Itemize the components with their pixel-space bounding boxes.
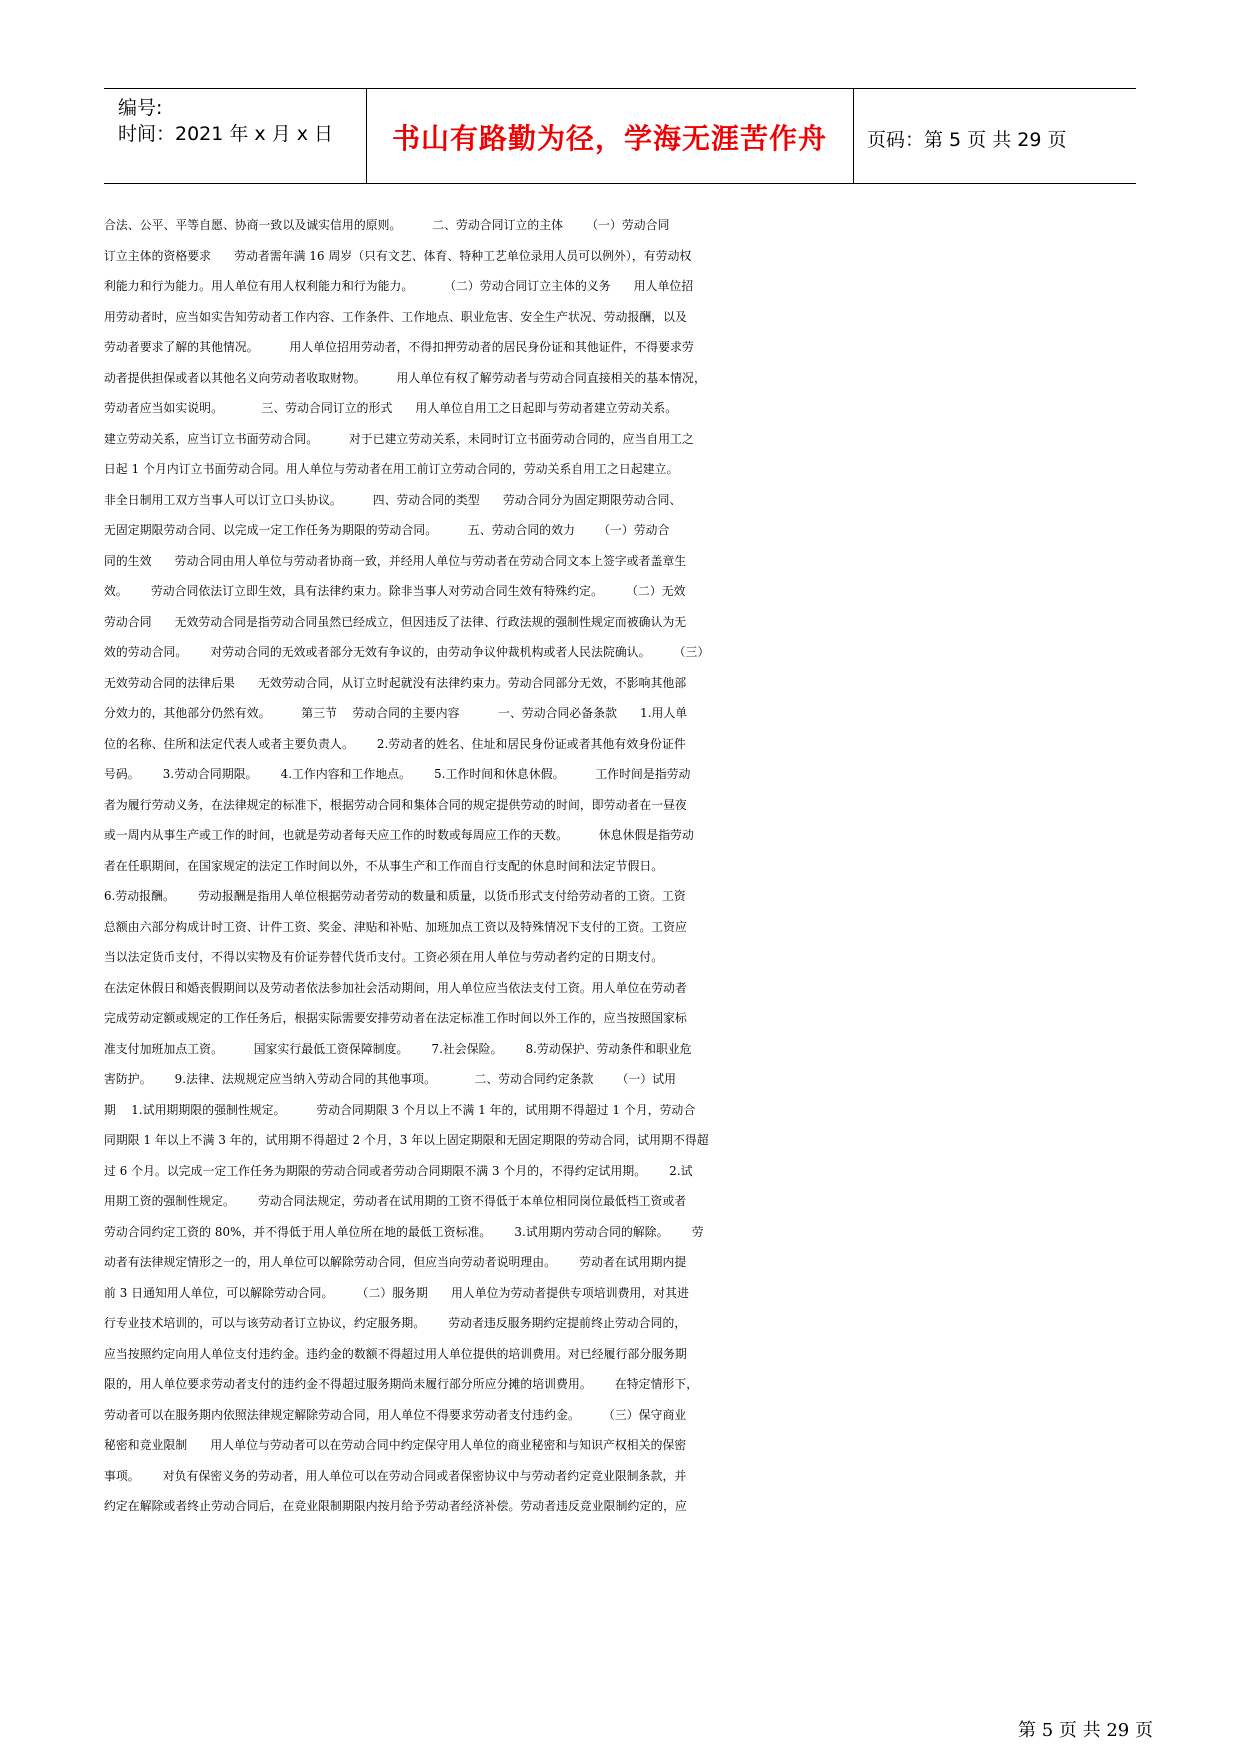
body-text-line: 应当按照约定向用人单位支付违约金。违约金的数额不得超过用人单位提供的培训费用。对已经履行部分服务期 — [104, 1346, 687, 1361]
body-text-line: 害防护。 9.法律、法规规定应当纳入劳动合同的其他事项。 二、劳动合同约定条款 （一）试用 — [104, 1072, 677, 1086]
body-text-line: 限的，用人单位要求劳动者支付的违约金不得超过服务期尚未履行部分所应分摊的培训费用。 在特定情形下， — [104, 1377, 699, 1391]
body-text-line: 订立主体的资格要求 劳动者需年满 16 周岁（只有文艺、体育、特种工艺单位录用人员可以例外），有劳动权 — [104, 248, 692, 263]
body-text-line: 者在任职期间，在国家规定的法定工作时间以外，不从事生产和工作而自行支配的休息时间和法定节假日。 — [104, 858, 664, 873]
body-text-line: 劳动者要求了解的其他情况。 用人单位招用劳动者，不得扣押劳动者的居民身份证和其他证件，不得要求劳 — [104, 340, 694, 354]
body-text-line: 总额由六部分构成计时工资、计件工资、奖金、津贴和补贴、加班加点工资以及特殊情况下支付的工资。工资应 — [104, 919, 687, 934]
body-text-line: 劳动者可以在服务期内依照法律规定解除劳动合同，用人单位不得要求劳动者支付违约金。 （三）保守商业 — [104, 1407, 687, 1422]
header-motto: 书山有路勤为径，学海无涯苦作舟 — [391, 122, 827, 155]
body-text-line: 效的劳动合同。 对劳动合同的无效或者部分无效有争议的，由劳动争议仲裁机构或者人民法院确认。 （三） — [104, 645, 710, 659]
body-text-line: 无固定期限劳动合同、以完成一定工作任务为期限的劳动合同。 五、劳动合同的效力 （一）劳动合 — [104, 523, 670, 537]
body-text-line: 劳动者应当如实说明。 三、劳动合同订立的形式 用人单位自用工之日起即与劳动者建立劳动关系。 — [104, 401, 678, 415]
document-number-label: 编号: — [118, 97, 163, 119]
body-text-line: 分效力的，其他部分仍然有效。 第三节 劳动合同的主要内容 一、劳动合同必备条款 1.用人单 — [104, 706, 688, 720]
body-text-line: 在法定休假日和婚丧假期间以及劳动者依法参加社会活动期间，用人单位应当依法支付工资。用人单位在劳动者 — [104, 980, 687, 995]
body-text-line: 效。 劳动合同依法订立即生效，具有法律约束力。除非当事人对劳动合同生效有特殊约定。 （二）无效 — [104, 584, 686, 598]
body-text-line: 准支付加班加点工资。 国家实行最低工资保障制度。 7.社会保险。 8.劳动保护、劳动条件和职业危 — [104, 1041, 692, 1056]
body-text-line: 号码。 3.劳动合同期限。 4.工作内容和工作地点。 5.工作时间和休息休假。 工作时间是指劳动 — [104, 767, 691, 781]
body-text-line: 当以法定货币支付，不得以实物及有价证券替代货币支付。工资必须在用人单位与劳动者约定的日期支付。 — [104, 950, 664, 964]
body-text-line: 前 3 日通知用人单位，可以解除劳动合同。 （二）服务期 用人单位为劳动者提供专项培训费用，对其进 — [104, 1285, 689, 1300]
body-text-line: 利能力和行为能力。用人单位有用人权利能力和行为能力。 （二）劳动合同订立主体的义务 用人单位招 — [104, 279, 694, 293]
body-text-line: 用期工资的强制性规定。 劳动合同法规定，劳动者在试用期的工资不得低于本单位相同岗位最低档工资或者 — [104, 1194, 687, 1208]
body-text-line: 事项。 对负有保密义务的劳动者，用人单位可以在劳动合同或者保密协议中与劳动者约定竞业限制条款，并 — [104, 1468, 687, 1483]
body-text-line: 行专业技术培训的，可以与该劳动者订立协议，约定服务期。 劳动者违反服务期约定提前终止劳动合同的， — [104, 1316, 687, 1330]
body-text-line: 位的名称、住所和法定代表人或者主要负责人。 2.劳动者的姓名、住址和居民身份证或者其他有效身份证件 — [104, 736, 686, 751]
body-text-line: 非全日制用工双方当事人可以订立口头协议。 四、劳动合同的类型 劳动合同分为固定期限劳动合同、 — [104, 492, 682, 507]
document-header — [104, 88, 1136, 184]
header-page-info: 页码：第 5 页 共 29 页 — [867, 129, 1067, 151]
header-page-cell — [853, 89, 1136, 183]
body-text-line: 动者提供担保或者以其他名义向劳动者收取财物。 用人单位有权了解劳动者与劳动合同直接相关的基本情况， — [104, 370, 706, 385]
body-text-line: 无效劳动合同的法律后果 无效劳动合同，从订立时起就没有法律约束力。劳动合同部分无效，不影响其他部 — [104, 675, 687, 690]
header-meta-cell — [104, 89, 367, 183]
body-text-line: 期 1.试用期期限的强制性规定。 劳动合同期限 3 个月以上不满 1 年的，试用期不得超过 1 个月，劳动合 — [104, 1102, 696, 1117]
body-text-line: 建立劳动关系，应当订立书面劳动合同。 对于已建立劳动关系，未同时订立书面劳动合同的，应当自用工之 — [104, 431, 694, 446]
body-text-line: 完成劳动定额或规定的工作任务后，根据实际需要安排劳动者在法定标准工作时间以外工作的，应当按照国家标 — [104, 1011, 687, 1025]
body-text-line: 者为履行劳动义务，在法律规定的标准下，根据劳动合同和集体合同的规定提供劳动的时间，即劳动者在一昼夜 — [104, 797, 687, 812]
body-text-line: 劳动合同约定工资的 80%，并不得低于用人单位所在地的最低工资标准。 3.试用期内劳动合同的解除。 劳 — [104, 1224, 704, 1239]
body-text-line: 或一周内从事生产或工作的时间，也就是劳动者每天应工作的时数或每周应工作的天数。 休息休假是指劳动 — [104, 828, 694, 842]
body-text-line: 劳动合同 无效劳动合同是指劳动合同虽然已经成立，但因违反了法律、行政法规的强制性规定而被确认为无 — [104, 614, 687, 629]
body-text-line: 6.劳动报酬。 劳动报酬是指用人单位根据劳动者劳动的数量和质量，以货币形式支付给劳动者的工资。工资 — [104, 889, 686, 903]
body-text-line: 合法、公平、平等自愿、协商一致以及诚实信用的原则。 二、劳动合同订立的主体 （一）劳动合同 — [104, 218, 670, 232]
document-time-label: 时间：2021 年 x 月 x 日 — [118, 123, 334, 145]
header-motto-cell — [366, 89, 854, 183]
body-text-line: 动者有法律规定情形之一的，用人单位可以解除劳动合同，但应当向劳动者说明理由。 劳动者在试用期内提 — [104, 1255, 687, 1269]
body-text-line: 同期限 1 年以上不满 3 年的，试用期不得超过 2 个月，3 年以上固定期限和无固定期限的劳动合同，试用期不得超 — [104, 1133, 709, 1147]
body-text-line: 同的生效 劳动合同由用人单位与劳动者协商一致，并经用人单位与劳动者在劳动合同文本上签字或者盖章生 — [104, 553, 687, 568]
body-text-line: 日起 1 个月内订立书面劳动合同。用人单位与劳动者在用工前订立劳动合同的，劳动关系自用工之日起建立。 — [104, 462, 679, 476]
body-text-line: 用劳动者时，应当如实告知劳动者工作内容、工作条件、工作地点、职业危害、安全生产状况、劳动报酬，以及 — [104, 309, 687, 324]
body-text-line: 秘密和竞业限制 用人单位与劳动者可以在劳动合同中约定保守用人单位的商业秘密和与知识产权相关的保密 — [104, 1438, 687, 1452]
document-body — [104, 210, 1174, 1522]
page-footer: 第 5 页 共 29 页 — [1018, 1720, 1153, 1741]
body-text-line: 过 6 个月。以完成一定工作任务为期限的劳动合同或者劳动合同期限不满 3 个月的，不得约定试用期。 2.试 — [104, 1163, 693, 1178]
body-text-line: 约定在解除或者终止劳动合同后，在竞业限制期限内按月给予劳动者经济补偿。劳动者违反竞业限制约定的，应 — [104, 1499, 687, 1513]
